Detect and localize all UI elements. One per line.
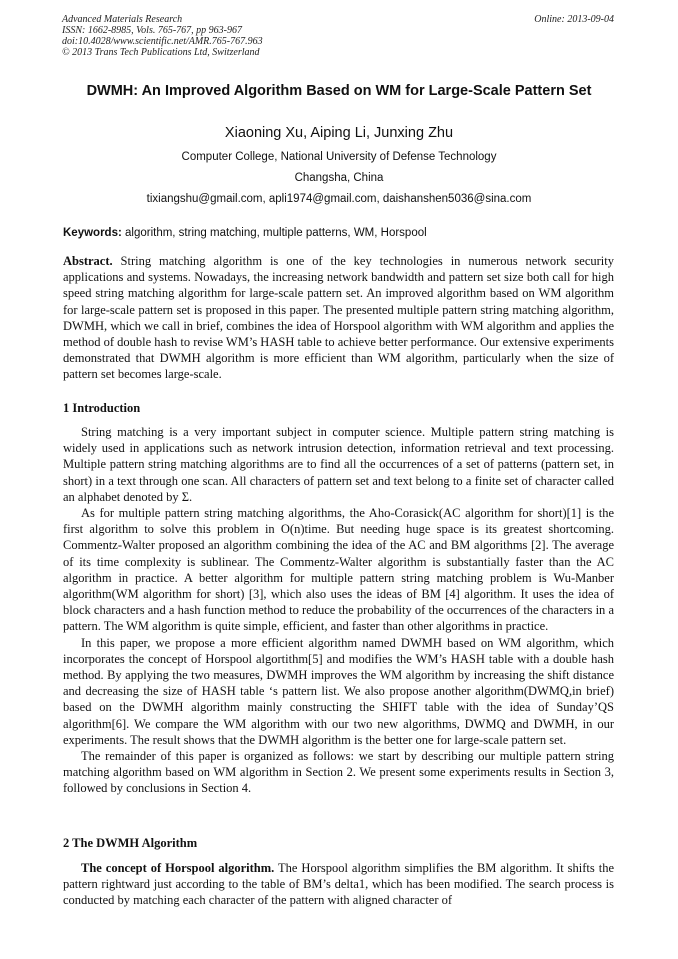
section-2-body bbox=[63, 860, 614, 909]
location: Changsha, China bbox=[294, 172, 384, 184]
issn: ISSN: 1662-8985, Vols. 765-767, pp 963-967 bbox=[62, 25, 242, 36]
horspool-lead: The concept of Horspool algorithm. bbox=[81, 861, 275, 875]
intro-paragraph-3: In this paper, we propose a more efficient algorithm named DWMH based on WM algorithm, which incorporates the concept of Horspool algortithm[5] and modifies the WM’s HASH table with a double hash method. By applying the two measures, DWMH improves the WM algorithm by increasing the shift distance and decreasing the size of HASH table ‘s pattern list. We also propose another algorithm(DWMQ,in brief) based on the DWMH algorithm mainly constructing the SHIFT table with the idea of Sunday’QS algorithm[6]. We compare the WM algorithm with our two new algorithms, DWMQ and DWMH, in our experiments. The result shows that the DWMH algorithm is the better one for large-scale pattern set. bbox=[63, 635, 614, 747]
paper-title: DWMH: An Improved Algorithm Based on WM for Large-Scale Pattern Set bbox=[86, 83, 592, 99]
keywords-text: algorithm, string matching, multiple patterns, WM, Horspool bbox=[121, 227, 427, 239]
intro-paragraph-4: The remainder of this paper is organized as follows: we start by describing our multiple pattern string matching algorithm based on WM algorithm in Section 2. We present some experiments results in Section 3, followed by conclusions in Section 4. bbox=[63, 749, 614, 796]
journal-name: Advanced Materials Research bbox=[62, 14, 183, 25]
intro-paragraph-2: As for multiple pattern string matching algorithms, the Aho-Corasick(AC algorithm for short)[1] is the first algorithm to solve this problem in O(n)time. But needing huge space is its greatest shortcoming. Commentz-Walter proposed an algorithm combining the idea of the AC and BM algorithms [2]. The average of its time complexity is sublinear. The Commentz-Walter algorithm is substantially faster than the AC algorithm in practice. A better algorithm for multiple pattern string matching problem is Wu-Manber algorithm(WM algorithm for short) [3], which also uses the ideas of BM [4] algorithm. It uses the idea of block characters and a hash function method to reduce the probability of the occurrences of the characters in a pattern. The WM algorithm is quite simple, efficient, and faster than other algorithms in practice. bbox=[63, 506, 614, 634]
keywords bbox=[63, 227, 427, 239]
intro-paragraph-1: String matching is a very important subject in computer science. Multiple pattern string matching is widely used in applications such as network intrusion detection, information retrieval and text processing. Multiple pattern string matching algorithms are to find all the occurrences of a set of patterns (pattern set, in short) in a text through one scan. All characters of pattern set and text belong to a finite set of character called an alphabet denoted by Σ. bbox=[63, 425, 614, 504]
affiliation: Computer College, National University of Defense Technology bbox=[181, 151, 497, 163]
keywords-label: Keywords: bbox=[63, 227, 122, 239]
online-date: Online: 2013-09-04 bbox=[534, 14, 614, 25]
section-2-heading: 2 The DWMH Algorithm bbox=[63, 836, 198, 850]
section-1-heading: 1 Introduction bbox=[63, 401, 141, 415]
horspool-text: The Horspool algorithm simplifies the BM algorithm. It shifts the pattern rightward just according to the table of BM’s delta1, which has been modified. The search process is conducted by matching each character of the pattern with aligned character of bbox=[63, 861, 614, 908]
emails[interactable]: tixiangshu@gmail.com, apli1974@gmail.com, daishanshen5036@sina.com bbox=[146, 193, 532, 205]
doi[interactable]: doi:10.4028/www.scientific.net/AMR.765-767.963 bbox=[62, 36, 263, 47]
copyright: © 2013 Trans Tech Publications Ltd, Switzerland bbox=[62, 47, 260, 58]
abstract bbox=[63, 253, 614, 383]
introduction-body bbox=[63, 424, 614, 797]
authors: Xiaoning Xu, Aiping Li, Junxing Zhu bbox=[224, 125, 454, 141]
abstract-label: Abstract. bbox=[63, 254, 113, 268]
abstract-text: String matching algorithm is one of the key technologies in numerous network security applications and systems. Nowadays, the increasing network bandwidth and pattern set size both call for high speed string matching algorithm for large-scale pattern set. An improved algorithm based on WM algorithm for large-scale pattern set is proposed in this paper. The presented multiple pattern string matching algorithm, DWMH, which we call in brief, combines the idea of Horspool algorithm with WM algorithm and applies the method of double hash to revise WM’s HASH table to achieve better performance. Our extensive experiments demonstrated that DWMH algorithm is more efficient than WM algorithm, particularly when the size of pattern set becomes large-scale. bbox=[63, 254, 614, 382]
journal-header bbox=[62, 14, 263, 58]
